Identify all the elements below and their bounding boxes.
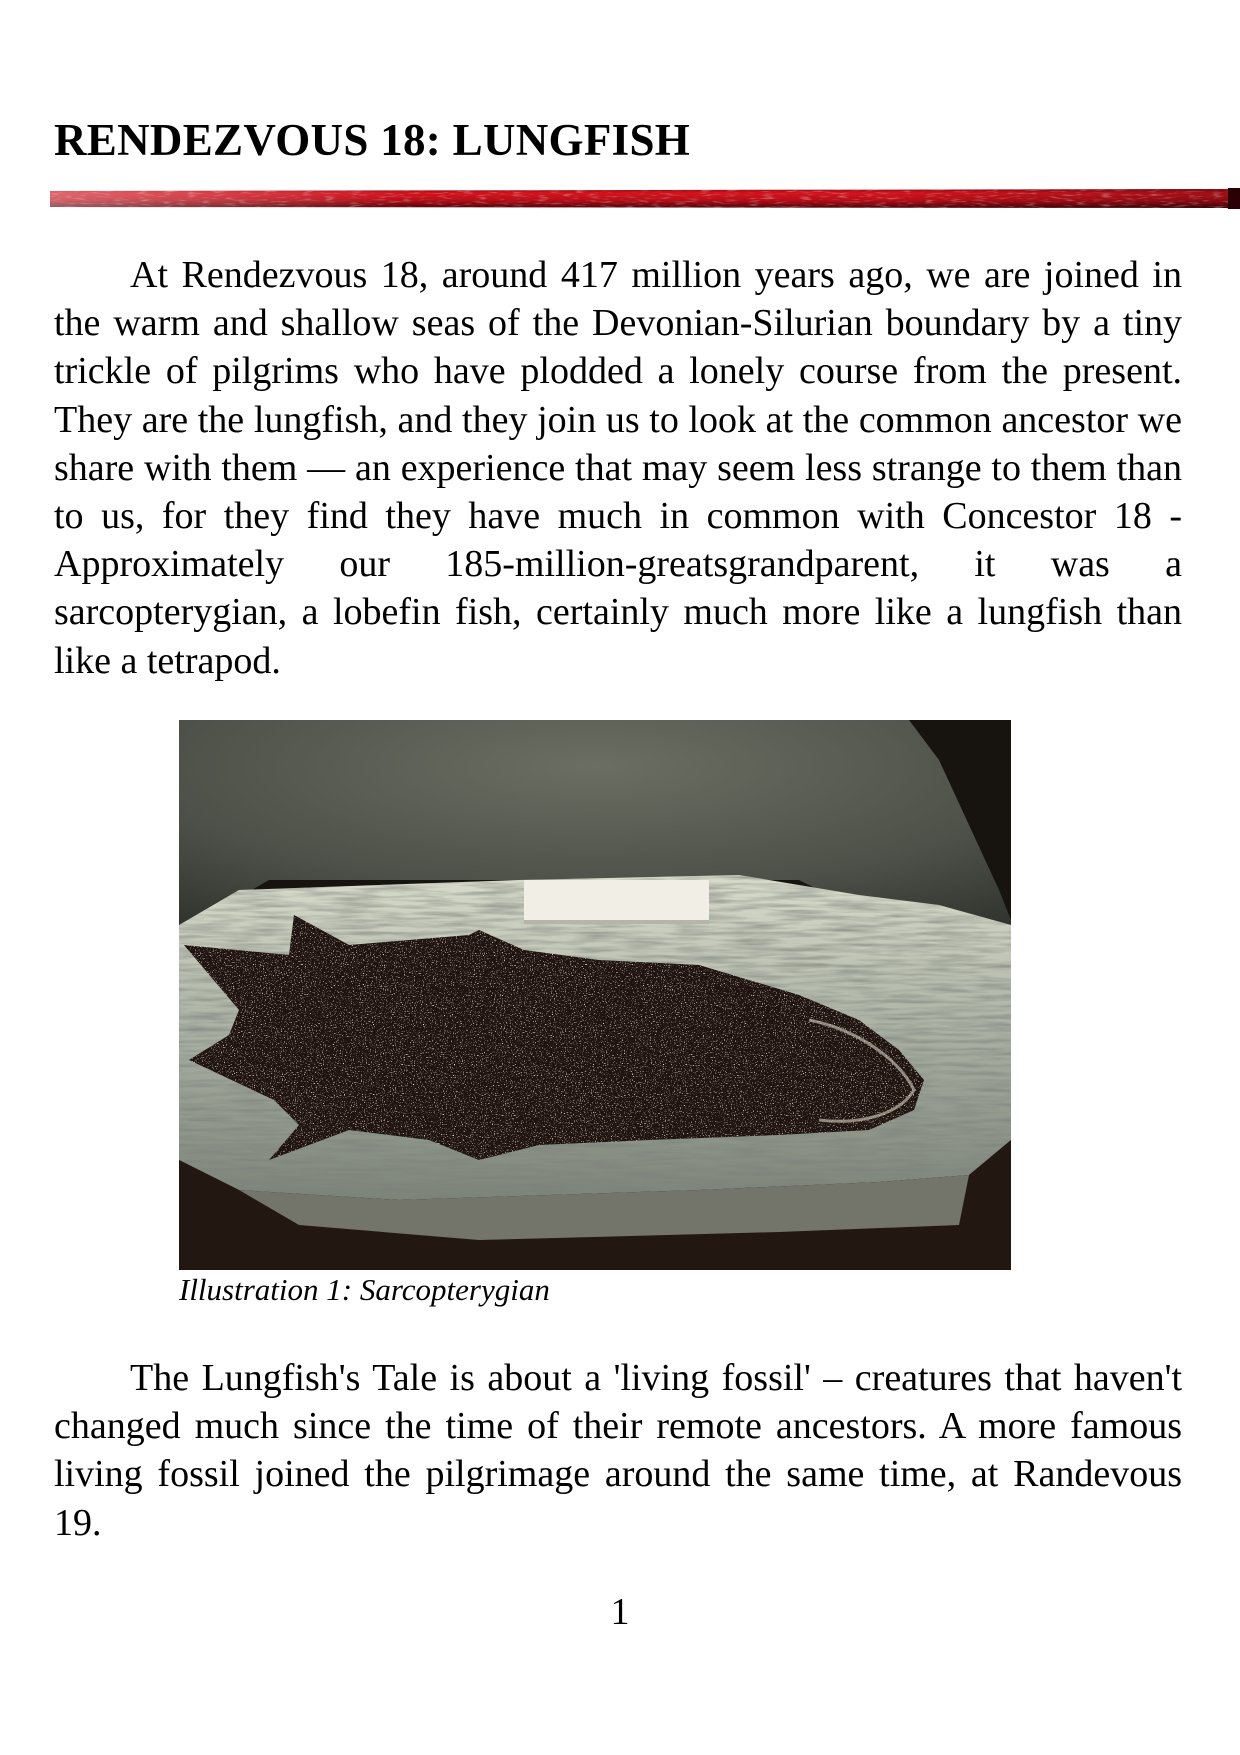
- page-title: RENDEZVOUS 18: LUNGFISH: [54, 115, 691, 165]
- title-underline-bar: [50, 188, 1240, 209]
- figure-caption: Illustration 1: Sarcopterygian: [179, 1272, 550, 1307]
- sarcopterygian-fossil-image: [179, 720, 1011, 1270]
- lungfish-tale-paragraph: The Lungfish's Tale is about a 'living fossil' – creatures that haven't changed much since the time of their remote ancestors. A more famous living fossil joined the pilgrimage around the same time, at Randevous 19.: [54, 1357, 1182, 1544]
- page-number: 1: [610, 1591, 630, 1633]
- intro-paragraph: At Rendezvous 18, around 417 million years ago, we are joined in the warm and shallow seas of the Devonian-Silurian boundary by a tiny trickle of pilgrims who have plodded a lonely course from the present. They are the lungfish, and they join us to look at the common ancestor we share with them — an experience that may seem less strange to them than to us, for they find they have much in common with Concestor 18 - Approximately our 185-million-greatsgrandparent, it was a sarcopterygian, a lobefin fish, certainly much more like a lungfish than like a tetrapod.: [54, 254, 1182, 682]
